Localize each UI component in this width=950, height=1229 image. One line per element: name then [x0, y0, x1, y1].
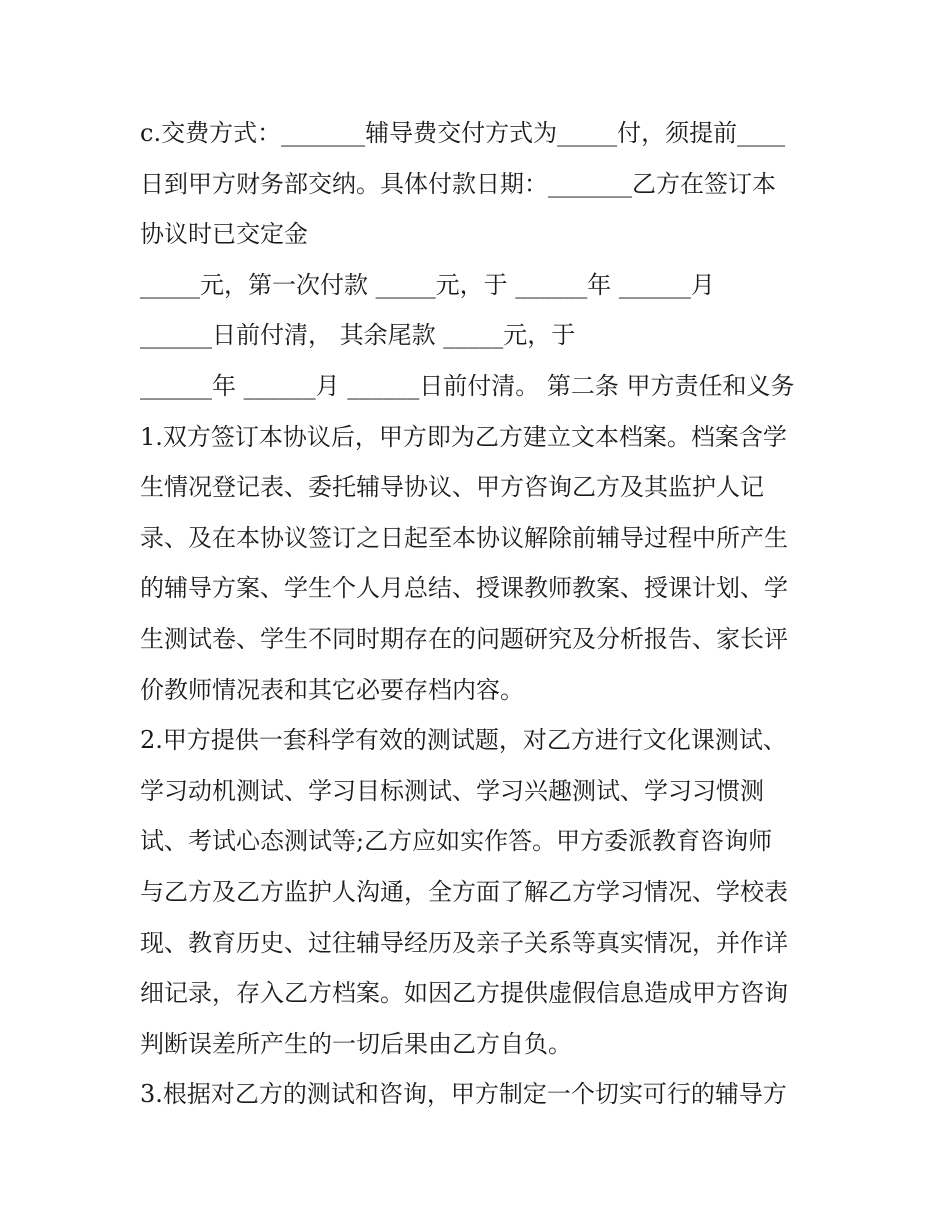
text-line: 价教师情况表和其它必要存档内容。	[140, 675, 524, 704]
text-line: 生测试卷、学生不同时期存在的问题研究及分析报告、家长评	[140, 624, 788, 653]
text-line: 1.双方签订本协议后，甲方即为乙方建立文本档案。档案含学	[140, 422, 787, 451]
text-line: 判断误差所产生的一切后果由乙方自负。	[140, 1029, 572, 1058]
text-line: c.交费方式：_______辅导费交付方式为_____付，须提前____	[140, 119, 786, 147]
text-line: 细记录，存入乙方档案。如因乙方提供虚假信息造成甲方咨询	[140, 979, 788, 1008]
text-line: 录、及在本协议签订之日起至本协议解除前辅导过程中所产生	[140, 523, 788, 552]
text-line: 生情况登记表、委托辅导协议、甲方咨询乙方及其监护人记	[140, 473, 764, 502]
text-line: 协议时已交定金	[140, 220, 308, 249]
text-line: ______日前付清， 其余尾款 _____元，于	[140, 321, 576, 350]
text-line: 与乙方及乙方监护人沟通，全方面了解乙方学习情况、学校表	[140, 877, 788, 906]
text-line: 2.甲方提供一套科学有效的测试题，对乙方进行文化课测试、	[140, 726, 787, 755]
text-line: 学习动机测试、学习目标测试、学习兴趣测试、学习习惯测	[140, 776, 764, 805]
document-body	[140, 108, 820, 1120]
text-line: ______年 ______月 ______日前付清。 第二条 甲方责任和义务	[140, 371, 795, 400]
text-line: 3.根据对乙方的测试和咨询，甲方制定一个切实可行的辅导方	[140, 1080, 787, 1109]
text-line: 日到甲方财务部交纳。具体付款日期：_______乙方在签订本	[140, 169, 776, 198]
text-line: 现、教育历史、过往辅导经历及亲子关系等真实情况，并作详	[140, 928, 788, 957]
text-line: 的辅导方案、学生个人月总结、授课教师教案、授课计划、学	[140, 574, 788, 603]
text-line: 试、考试心态测试等;乙方应如实作答。甲方委派教育咨询师	[140, 827, 773, 856]
text-line: _____元，第一次付款 _____元，于 ______年 ______月	[140, 270, 715, 299]
